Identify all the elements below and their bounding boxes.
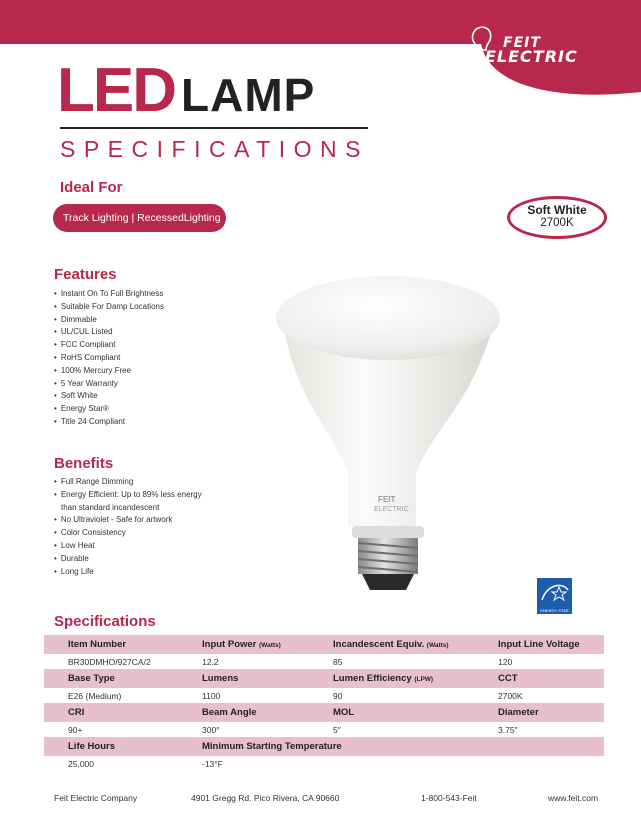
feature-item: • UL/CUL Listed (54, 326, 164, 339)
badge-name: Soft White (527, 203, 587, 217)
table-header-cell (474, 635, 604, 654)
table-header-cell: CCT (474, 669, 604, 688)
table-cell: 90+ (44, 722, 178, 737)
table-header-cell: Diameter (474, 703, 604, 722)
footer-website-link[interactable]: www.feit.com (548, 793, 599, 803)
table-cell (309, 756, 474, 771)
table-cell: 85 (309, 654, 474, 669)
incandescent-unit: (Watts) (426, 641, 449, 649)
benefit-item: • Energy Efficient: Up to 89% less energy (54, 489, 202, 502)
lumen-efficiency-label: Lumen Efficiency (333, 672, 412, 684)
feit-electric-logo (451, 0, 641, 95)
feature-item: • Suitable For Damp Locations (54, 301, 164, 314)
table-header-cell (44, 635, 178, 654)
feature-item: • 5 Year Warranty (54, 378, 164, 391)
table-header-cell (309, 635, 474, 654)
table-cell: 3.75″ (474, 722, 604, 737)
table-cell: 25,000 (44, 756, 178, 771)
table-cell: 2700K (474, 688, 604, 703)
benefit-item: • No Ultraviolet - Safe for artwork (54, 514, 202, 527)
table-row (44, 688, 604, 703)
table-header-cell: Life Hours (44, 737, 178, 756)
benefit-item: • Full Range Dimming (54, 476, 202, 489)
feature-item: • FCC Compliant (54, 339, 164, 352)
title-led: LED (57, 56, 175, 125)
benefit-item-continued: than standard incandescent (61, 502, 160, 512)
table-row (44, 654, 604, 669)
logo-feit: FEIT (503, 35, 541, 51)
table-cell: BR30DMHO/927CA/2 (44, 654, 178, 669)
table-header-cell (474, 737, 604, 756)
feature-item: • Instant On To Full Brightness (54, 288, 164, 301)
table-row (44, 756, 604, 771)
badge-kelvin: 2700K (540, 217, 574, 229)
features-list (54, 288, 164, 429)
footer-phone: 1-800-543-Feit (421, 793, 477, 803)
table-header-cell (178, 635, 309, 654)
logo-electric: ELECTRIC (485, 47, 578, 66)
page-subtitle: SPECIFICATIONS (60, 136, 369, 162)
title-lamp: LAMP (181, 69, 316, 121)
input-power-unit: (Watts) (259, 641, 281, 649)
bulb-brand-mark: FEIT (378, 495, 396, 504)
table-cell: 90 (309, 688, 474, 703)
input-voltage-label: Input Line Voltage (498, 638, 580, 650)
ideal-for-heading: Ideal For (60, 179, 123, 196)
table-header-cell: Lumens (178, 669, 309, 688)
table-header-cell: MOL (309, 703, 474, 722)
benefit-item: • Low Heat (54, 540, 202, 553)
energy-star-icon (537, 578, 572, 606)
page-title (57, 56, 316, 125)
table-cell: 5″ (309, 722, 474, 737)
footer-company: Feit Electric Company (54, 793, 138, 803)
benefits-list (54, 476, 202, 578)
benefit-item: • Long Life (54, 566, 202, 579)
lumen-efficiency-unit: (LPW) (414, 675, 434, 683)
table-cell: 1100 (178, 688, 309, 703)
title-divider (60, 127, 368, 129)
table-header-cell: Base Type (44, 669, 178, 688)
table-row (44, 703, 604, 722)
feature-item: • Soft White (54, 390, 164, 403)
benefit-item: • Durable (54, 553, 202, 566)
feature-item: • Dimmable (54, 314, 164, 327)
table-header-cell: Beam Angle (178, 703, 309, 722)
color-temperature-badge (507, 196, 607, 239)
item-number-label: Item Number (68, 638, 127, 650)
features-heading: Features (54, 266, 117, 283)
table-row (44, 635, 604, 654)
bulb-brand-mark-2: ELECTRIC (374, 506, 409, 513)
led-bulb-image (270, 268, 510, 608)
table-cell: 300° (178, 722, 309, 737)
table-cell: 120 (474, 654, 604, 669)
table-cell: 12.2 (178, 654, 309, 669)
feature-item: • RoHS Compliant (54, 352, 164, 365)
input-power-label: Input Power (202, 638, 257, 650)
incandescent-label: Incandescent Equiv. (333, 638, 425, 650)
energy-star-label: ENERGY STAR (540, 608, 569, 613)
table-row (44, 669, 604, 688)
specifications-heading: Specifications (54, 613, 156, 630)
energy-star-logo (537, 578, 572, 614)
benefit-item: • Color Consistency (54, 527, 202, 540)
feature-item: • 100% Mercury Free (54, 365, 164, 378)
table-cell (474, 756, 604, 771)
specifications-table (44, 635, 604, 771)
feature-item: • Title 24 Compliant (54, 416, 164, 429)
feature-item: • Energy Star® (54, 403, 164, 416)
ideal-for-pill: Track Lighting | RecessedLighting (53, 204, 226, 232)
logo-text (485, 36, 578, 64)
table-cell: -13°F (178, 756, 309, 771)
table-row (44, 737, 604, 756)
table-header-cell: CRI (44, 703, 178, 722)
table-cell: E26 (Medium) (44, 688, 178, 703)
footer-address: 4901 Gregg Rd. Pico Rivera, CA 90660 (191, 793, 340, 803)
table-row (44, 722, 604, 737)
benefits-heading: Benefits (54, 455, 114, 472)
table-header-cell: Minimum Starting Temperature (178, 737, 474, 756)
table-header-cell (309, 669, 474, 688)
